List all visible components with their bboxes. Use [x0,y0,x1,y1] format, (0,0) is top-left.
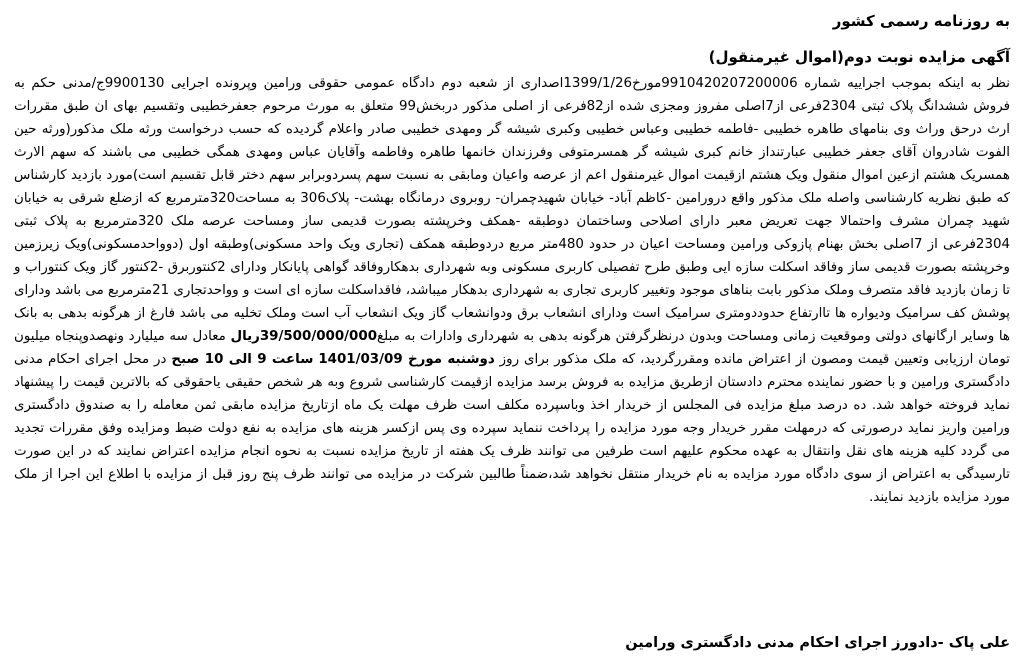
notice-title: آگهی مزایده نوبت دوم(اموال غیرمنقول) [708,48,1010,66]
notice-body [14,72,1010,509]
auction-date: دوشنبه مورخ 1401/03/09 [318,352,495,367]
signature-line: علی پاک -دادورز اجرای احکام مدنی دادگستری ورامین [625,635,1010,651]
publisher-line: به روزنامه رسمی کشور [832,12,1010,30]
auction-time: ساعت 9 الی 10 صبح [171,352,314,367]
body-text-part2: معادل سه میلیارد ونهصدوپنجاه میلیون تومان ارزیابی وتعیین قیمت ومصون از اعتراض مانده ومقررگردید، که ملک مذکور برای روز [14,329,1010,367]
body-text-part3: در محل اجرای احکام مدنی دادگستری ورامین و با حضور نماینده محترم دادستان ازطریق مزایده به فروش برسد مزایده ازقیمت کارشناسی شروع وبه هر شخص حقیقی یاحقوقی که بالاترین قیمت را پیشنهاد نماید فروخته خواهد شد. ده درصد مبلغ مزایده فی المجلس از خریدار اخذ وباسپرده مکلف است ظرف مهلت یک ماه ازتاریخ مزایده مابقی ثمن معامله را به صندوق دادگستری ورامین واریز نماید درصورتی که درمهلت مقرر خریدار وجه مورد مزایده را پرداخت ننماید سپرده وی پس ازکسر هزینه های مزایده به نفع دولت ضبط ومزایده وفق مقررات تجدید می گردد کلیه هزینه های نقل وانتقال به عهده محکوم علیهم است طرفین می توانند ظرف یک هفته از تاریخ مزایده نسبت به نحوه انجام مزایده اعتراض نمایند که در این صورت تارسیدگی به اعتراض از سوی دادگاه مورد مزایده به نام خریدار منتقل نخواهد شد،ضمناً طالبین شرکت در مزایده می توانند ظرف پنج روز قبل از مزایده با اطلاع این اجرا از ملک مورد مزایده بازدید نمایند. [14,352,1010,505]
appraised-amount: 39/500/000/000ریال [230,329,378,344]
body-text-part1: نظر به اینکه بموجب اجراییه شماره 9910420207200006مورخ1399/1/26اصداری از شعبه دوم دادگاه عمومی حقوقی ورامین وپرونده اجرایی 9900130ج/مدنی حکم به فروش ششدانگ پلاک ثبتی 2304فرعی از7اصلی مفروز ومجزی شده از82فرعی از اصلی مذکور دربخش99 متعلق به مورث مرحوم جعفرخطیبی وتقسیم بهای ان طبق مقررات ارث درحق وراث وی بنامهای طاهره خطیبی -فاطمه خطیبی وعباس خطیبی وکبری شیشه گر ومهدی خطیبی صادر واعلام گردیده که حسب درخواست ورثه ملک مذکور(ورثه حین الفوت شادروان آقای جعفر خطیبی عبارتنداز خانم کبری شیشه گر همسرمتوفی وفرزندان خانمها طاهره وفاطمه وآقایان عباس ومهدی همگی خطیبی می باشند که سهم الارث همسریک هشتم ازعین اموال منقول ویک هشتم ازقیمت اموال غیرمنقول اعم از عرصه واعیان ومابقی به نسبت سهم پسردوبرابر سهم دختر قابل تقسیم است)مورد بازدید کارشناس که طبق نظریه کارشناسی واصله ملک مذکور واقع درورامین -کاظم آباد- خیابان شهیدچمران- روبروی درمانگاه بهشت- پلاک306 به مساحت320مترمربع که ازضلع شرقی به خیابان شهید چمران مشرف واحتمالا جهت تعریض معبر دارای اصلاحی وساختمان دوطبقه -همکف وخرپشته بصورت قدیمی ساز ومساحت عرصه ملک 320مترمربع به پلاک ثبتی 2304فرعی از 7اصلی بخش بهنام پازوکی ورامین ومساحت اعیان در حدود 480متر مربع دردوطبقه همکف (تجاری ویک واحد مسکونی)وطبقه اول (دوواحدمسکونی)ویک زیرزمین وخرپشته بصورت قدیمی ساز وفاقد اسکلت سازه ایی وطبق طرح تفصیلی کاربری مسکونی وبه شهرداری بدهکاروفاقد گواهی پایانکار ودارای 2کنتوربرق -2کنتور گاز ویک کنتوراب و تا زمان بازدید فاقد متصرف وملک مذکور بابت بناهای موجود وتغییر کاربری تجاری به شهرداری بدهکار میباشد، فاقداسکلت سازه ای است و وواحدتجاری 21مترمربع می باشد ودارای پوشش کف سرامیک ودیواره ها تاارتفاع حدوددومتری سرامیک است ودارای انشعاب برق ودوانشعاب گاز ویک انشعاب آب است وملک تخلیه می باشد فارغ از هرگونه بدهی به بانک ها وسایر ارگانهای دولتی وموقعیت زمانی ومساحت وبدون درنظرگرفتن هرگونه بدهی به شهرداری وادارات به مبلغ [14,76,1011,344]
